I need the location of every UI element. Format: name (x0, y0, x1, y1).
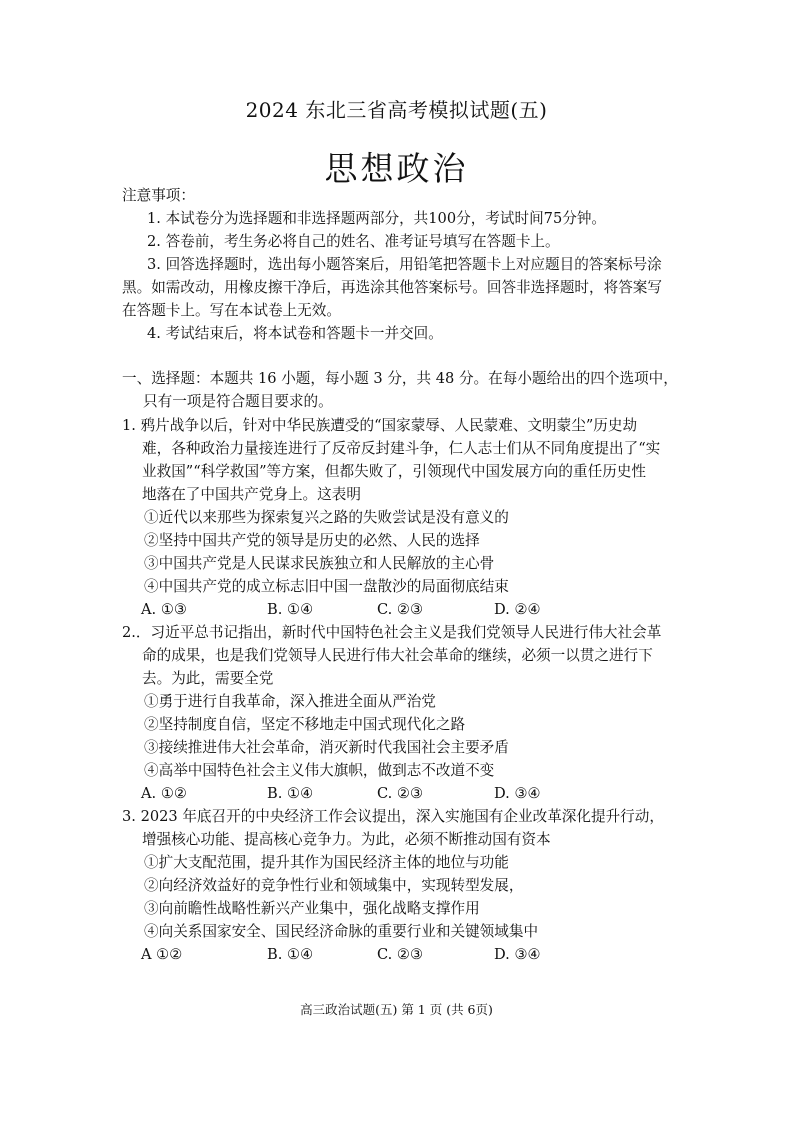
question-statement: ③中国共产党是人民谋求民族独立和人民解放的主心骨 (144, 555, 495, 572)
option-b: B. ①④ (267, 785, 314, 802)
question-stem: 3. 2023 年底召开的中央经济工作会议提出，深入实施国有企业改革深化提升行动， (122, 808, 664, 825)
option-d: D. ③④ (494, 785, 541, 802)
section-instruction: 只有一项是符合题目要求的。 (143, 393, 333, 410)
option-d: D. ③④ (494, 946, 541, 963)
question-stem: 业救国”“科学救国”等方案，但都失败了，引领现代中国发展方向的重任历史性 (142, 463, 646, 480)
notice-line: 黑。如需改动，用橡皮擦干净后，再选涂其他答案标号。回答非选择题时，将答案写 (122, 279, 662, 296)
subject-title: 思想政治 (324, 149, 469, 188)
option-a: A. ①③ (141, 601, 187, 618)
question-statement: ④中国共产党的成立标志旧中国一盘散沙的局面彻底结束 (144, 578, 509, 595)
question-stem: 地落在了中国共产党身上。这表明 (142, 486, 361, 503)
question-statement: ③接续推进伟大社会革命，消灭新时代我国社会主要矛盾 (144, 739, 509, 756)
question-statement: ③向前瞻性战略性新兴产业集中，强化战略支撑作用 (144, 900, 480, 917)
exam-title: 2024 东北三省高考模拟试题(五) (245, 98, 548, 122)
question-stem: 1. 鸦片战争以后，针对中华民族遭受的“国家蒙辱、人民蒙难、文明蒙尘”历史劫 (122, 417, 638, 434)
question-stem: 2.．习近平总书记指出，新时代中国特色社会主义是我们党领导人民进行伟大社会革 (122, 624, 662, 641)
notice-heading: 注意事项： (122, 187, 195, 204)
notice-line: 4. 考试结束后，将本试卷和答题卡一并交回。 (147, 325, 443, 342)
question-stem: 增强核心功能、提高核心竞争力。为此，必须不断推动国有资本 (142, 831, 551, 848)
option-a: A ①② (141, 946, 183, 963)
question-statement: ①近代以来那些为探索复兴之路的失败尝试是没有意义的 (144, 509, 509, 526)
notice-line: 1. 本试卷分为选择题和非选择题两部分，共100分，考试时间75分钟。 (147, 210, 607, 227)
question-statement: ④高举中国特色社会主义伟大旗帜，做到志不改道不变 (144, 762, 495, 779)
question-stem: 难，各种政治力量接连进行了反帝反封建斗争，仁人志士们从不同角度提出了“实 (142, 440, 661, 457)
option-b: B. ①④ (267, 601, 314, 618)
option-b: B. ①④ (267, 946, 314, 963)
notice-line: 在答题卡上。写在本试卷上无效。 (122, 302, 341, 319)
question-stem: 去。为此，需要全党 (142, 670, 274, 687)
notice-line: 2. 答卷前，考生务必将自己的姓名、准考证号填写在答题卡上。 (147, 233, 560, 250)
question-statement: ④向关系国家安全、国民经济命脉的重要行业和关键领域集中 (144, 923, 539, 940)
option-c: C. ②③ (377, 785, 424, 802)
question-statement: ①扩大支配范围，提升其作为国民经济主体的地位与功能 (144, 854, 509, 871)
option-c: C. ②③ (377, 946, 424, 963)
page-footer: 高三政治试题(五) 第 1 页 (共 6页) (300, 1002, 493, 1017)
section-instruction: 一、选择题：本题共 16 小题，每小题 3 分，共 48 分。在每小题给出的四个选项中， (122, 370, 678, 387)
question-statement: ②坚持制度自信，坚定不移地走中国式现代化之路 (144, 716, 466, 733)
notice-line: 3. 回答选择题时，选出每小题答案后，用铅笔把答题卡上对应题目的答案标号涂 (147, 256, 662, 273)
option-a: A. ①② (141, 785, 187, 802)
question-statement: ②向经济效益好的竞争性行业和领域集中，实现转型发展， (144, 877, 524, 894)
question-statement: ②坚持中国共产党的领导是历史的必然、人民的选择 (144, 532, 480, 549)
question-stem: 命的成果，也是我们党领导人民进行伟大社会革命的继续，必须一以贯之进行下 (142, 647, 653, 664)
option-c: C. ②③ (377, 601, 424, 618)
question-statement: ①勇于进行自我革命，深入推进全面从严治党 (144, 693, 436, 710)
option-d: D. ②④ (494, 601, 541, 618)
